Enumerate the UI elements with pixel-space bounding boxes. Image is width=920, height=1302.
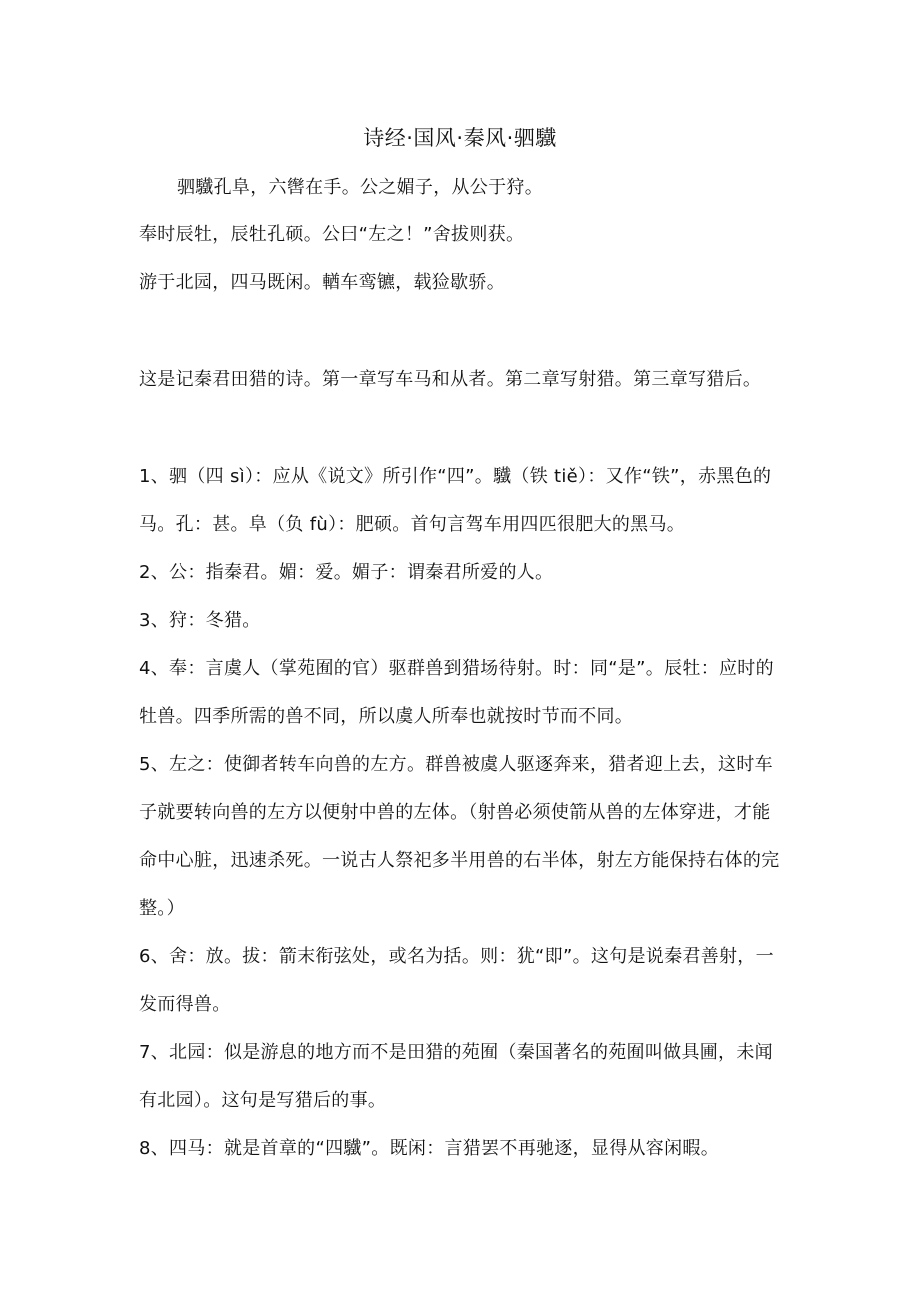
document-title: 诗经·国风·秦风·驷驖 xyxy=(363,126,557,150)
poem-line-1: 驷驖孔阜，六辔在手。公之媚子，从公于狩。 xyxy=(177,177,543,198)
poem-line-3: 游于北园，四马既闲。輶车鸾镳，载猃歇骄。 xyxy=(139,272,505,293)
note-line: 2、公：指秦君。媚：爱。媚子：谓秦君所爱的人。 xyxy=(139,562,554,583)
note-line: 牡兽。四季所需的兽不同，所以虞人所奉也就按时节而不同。 xyxy=(139,706,634,727)
note-line: 8、四马：就是首章的“四驖”。既闲：言猎罢不再驰逐，显得从容闲暇。 xyxy=(139,1138,719,1159)
note-line: 5、左之：使御者转车向兽的左方。群兽被虞人驱逐奔来，猎者迎上去，这时车 xyxy=(139,754,773,775)
note-line: 命中心脏，迅速杀死。一说古人祭祀多半用兽的右半体，射左方能保持右体的完 xyxy=(139,850,780,871)
note-line: 发而得兽。 xyxy=(139,994,231,1015)
note-line: 7、北园：似是游息的地方而不是田猎的苑囿（秦国著名的苑囿叫做具圃，未闻 xyxy=(139,1042,773,1063)
note-line: 6、舍：放。拔：箭末衔弦处，或名为括。则：犹“即”。这句是说秦君善射，一 xyxy=(139,946,774,967)
note-line: 整。） xyxy=(139,898,185,919)
poem-line-2: 奉时辰牡，辰牡孔硕。公曰“左之！”舍拔则获。 xyxy=(139,224,525,245)
note-line: 4、奉：言虞人（掌苑囿的官）驱群兽到猎场待射。时：同“是”。辰牡：应时的 xyxy=(139,658,774,679)
summary-paragraph: 这是记秦君田猎的诗。第一章写车马和从者。第二章写射猎。第三章写猎后。 xyxy=(139,369,762,390)
note-line: 3、狩：冬猎。 xyxy=(139,610,261,631)
note-line: 子就要转向兽的左方以便射中兽的左体。（射兽必须使箭从兽的左体穿进，才能 xyxy=(139,802,771,823)
note-line: 1、驷（四 sì）：应从《说文》所引作“四”。驖（铁 tiě）：又作“铁”，赤黑色的 xyxy=(139,466,772,487)
note-line: 马。孔：甚。阜（负 fù）：肥硕。首句言驾车用四匹很肥大的黑马。 xyxy=(139,514,686,535)
note-line: 有北园）。这句是写猎后的事。 xyxy=(139,1090,387,1111)
